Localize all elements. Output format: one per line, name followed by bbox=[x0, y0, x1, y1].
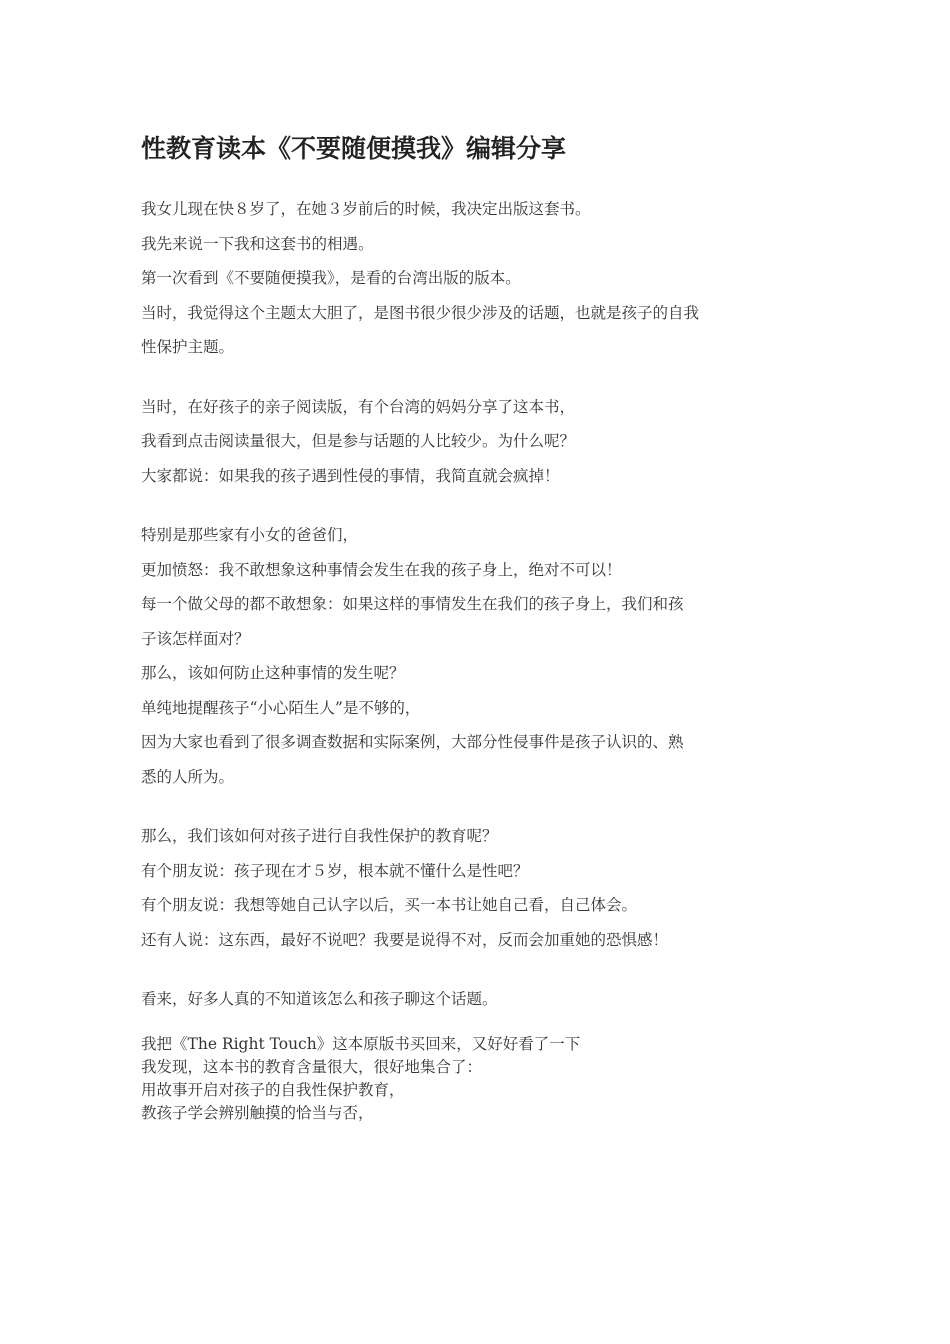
paragraph-5 bbox=[141, 982, 821, 1017]
text-line: 教孩子学会辨别触摸的恰当与否， bbox=[141, 1104, 374, 1123]
text-line: 第一次看到《不要随便摸我》，是看的台湾出版的版本。 bbox=[141, 269, 521, 287]
text-line: 因为大家也看到了很多调查数据和实际案例，大部分性侵事件是孩子认识的、熟 bbox=[141, 733, 684, 751]
text-line: 我看到点击阅读量很大，但是参与话题的人比较少。为什么呢？ bbox=[141, 432, 576, 450]
text-line: 性保护主题。 bbox=[141, 338, 235, 356]
paragraph-gap bbox=[141, 957, 821, 982]
text-line: 有个朋友说：我想等她自己认字以后，买一本书让她自己看，自己体会。 bbox=[141, 896, 638, 914]
text-line: 我女儿现在快８岁了，在她３岁前后的时候，我决定出版这套书。 bbox=[141, 200, 591, 218]
paragraph-gap bbox=[141, 794, 821, 819]
text-line: 悉的人所为。 bbox=[141, 767, 235, 786]
text-line: 用故事开启对孩子的自我性保护教育， bbox=[141, 1081, 405, 1100]
paragraph-4 bbox=[141, 819, 821, 957]
paragraph-gap bbox=[141, 493, 821, 518]
paragraph-2 bbox=[141, 390, 821, 494]
paragraph-gap bbox=[141, 365, 821, 390]
text-line: 更加愤怒：我不敢想象这种事情会发生在我的孩子身上，绝对不可以！ bbox=[141, 560, 622, 579]
paragraph-gap bbox=[141, 1017, 821, 1033]
document-body bbox=[141, 192, 821, 1126]
text-line: 我先来说一下我和这套书的相遇。 bbox=[141, 234, 374, 253]
text-line: 当时，在好孩子的亲子阅读版，有个台湾的妈妈分享了这本书， bbox=[141, 397, 576, 416]
text-line: 有个朋友说：孩子现在才５岁，根本就不懂什么是性吧？ bbox=[141, 861, 529, 880]
document-title: 性教育读本《不要随便摸我》编辑分享 bbox=[141, 134, 567, 163]
text-line: 当时，我觉得这个主题太大胆了，是图书很少很少涉及的话题，也就是孩子的自我 bbox=[141, 303, 700, 322]
paragraph-6 bbox=[141, 1033, 821, 1126]
text-line: 特别是那些家有小女的爸爸们， bbox=[141, 526, 359, 544]
text-line: 大家都说：如果我的孩子遇到性侵的事情，我简直就会疯掉！ bbox=[141, 466, 560, 485]
text-line: 我发现，这本书的教育含量很大，很好地集合了： bbox=[141, 1057, 483, 1076]
text-line: 那么，我们该如何对孩子进行自我性保护的教育呢？ bbox=[141, 827, 498, 845]
paragraph-1 bbox=[141, 192, 821, 365]
text-line: 每一个做父母的都不敢想象：如果这样的事情发生在我们的孩子身上，我们和孩 bbox=[141, 595, 684, 613]
paragraph-3 bbox=[141, 518, 821, 794]
text-line: 还有人说：这东西，最好不说吧？我要是说得不对，反而会加重她的恐惧感！ bbox=[141, 930, 669, 949]
text-line: 子该怎样面对？ bbox=[141, 629, 250, 648]
text-line: 单纯地提醒孩子“小心陌生人”是不够的， bbox=[141, 698, 421, 717]
text-line: 看来，好多人真的不知道该怎么和孩子聊这个话题。 bbox=[141, 990, 498, 1008]
text-line: 我把《The Right Touch》这本原版书买回来，又好好看了一下 bbox=[141, 1034, 581, 1053]
text-line: 那么，该如何防止这种事情的发生呢？ bbox=[141, 664, 405, 682]
